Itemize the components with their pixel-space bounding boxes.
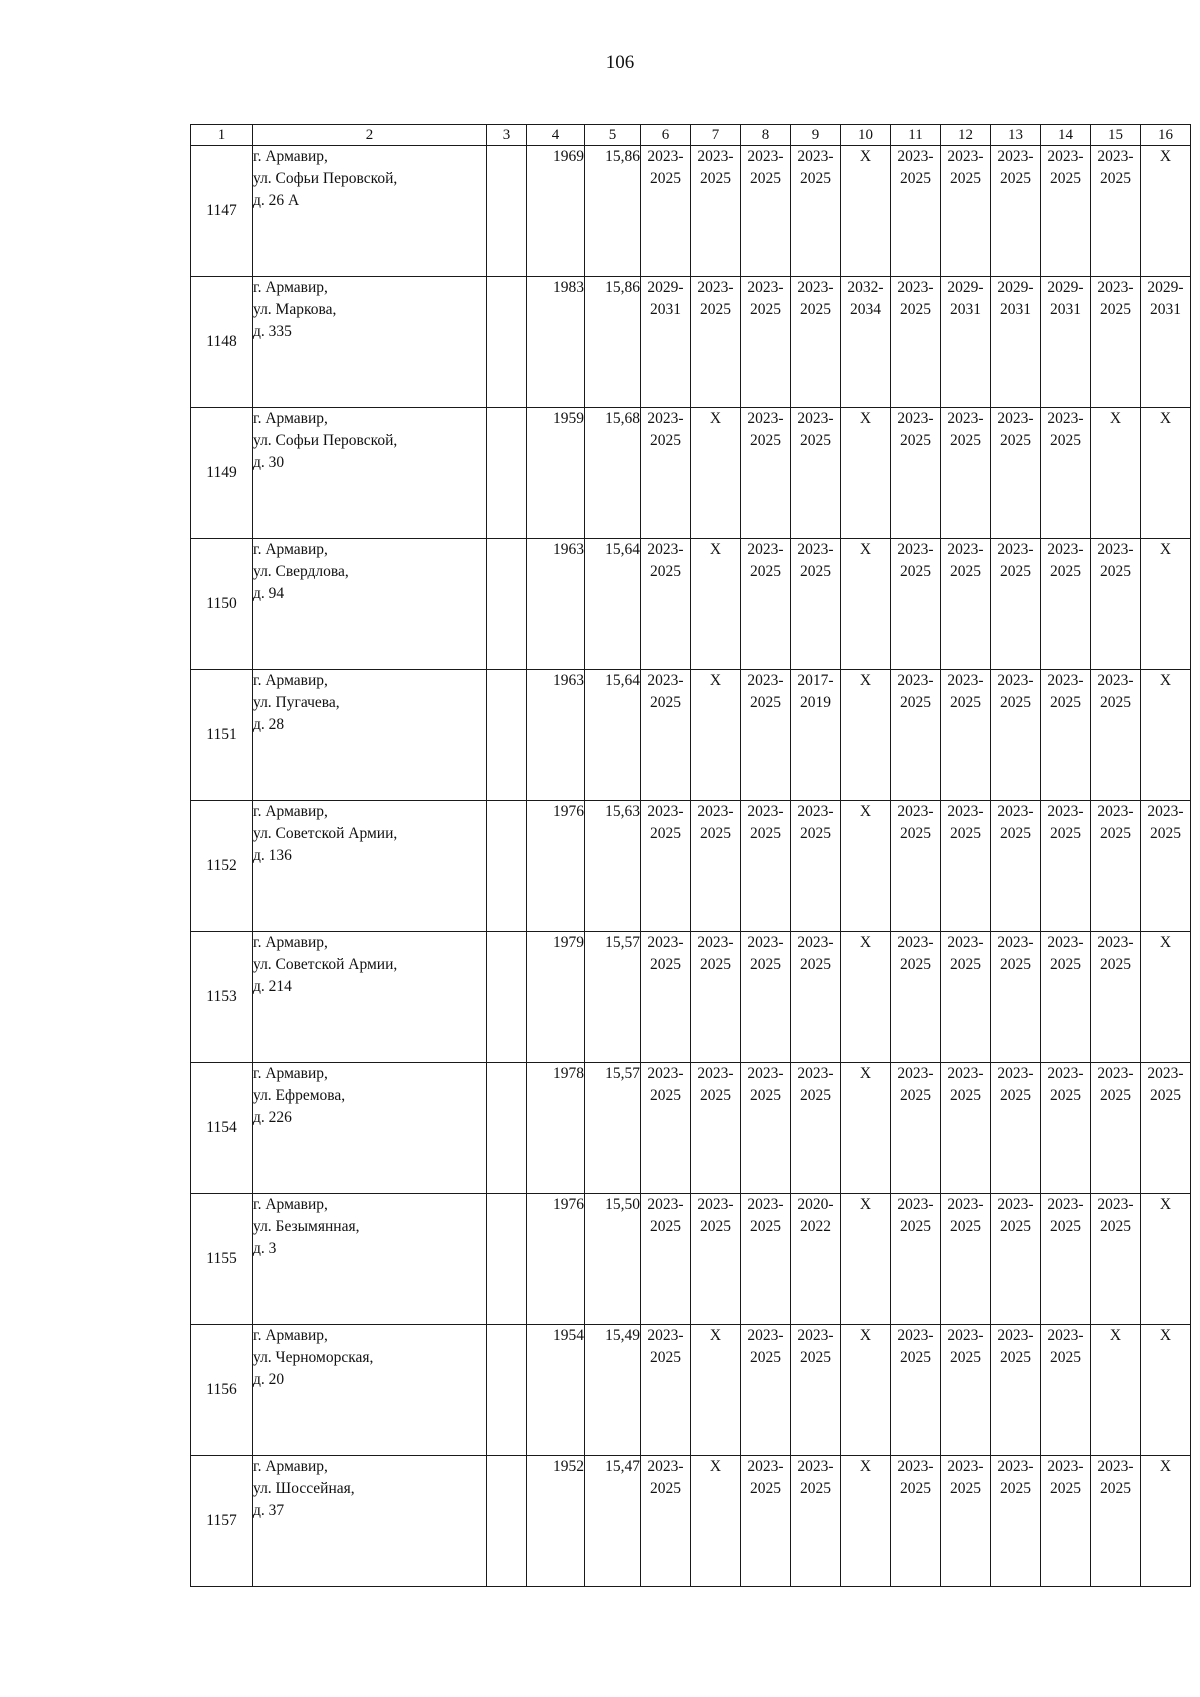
col13-cell: 2023- 2025 <box>991 1194 1041 1325</box>
col9-cell: 2023- 2025 <box>791 1325 841 1456</box>
col8-cell: 2023- 2025 <box>741 932 791 1063</box>
year-cell: 1954 <box>527 1325 585 1456</box>
col6-cell: 2023- 2025 <box>641 1456 691 1587</box>
address-cell: г. Армавир, ул. Маркова, д. 335 <box>253 277 487 408</box>
col7-cell: X <box>691 670 741 801</box>
column-header: 11 <box>891 125 941 146</box>
address-cell: г. Армавир, ул. Шоссейная, д. 37 <box>253 1456 487 1587</box>
col7-cell: 2023- 2025 <box>691 1194 741 1325</box>
col14-cell: 2023- 2025 <box>1041 1063 1091 1194</box>
col14-cell: 2029- 2031 <box>1041 277 1091 408</box>
address-cell: г. Армавир, ул. Пугачева, д. 28 <box>253 670 487 801</box>
address-cell: г. Армавир, ул. Софьи Перовской, д. 30 <box>253 408 487 539</box>
col16-cell: 2023- 2025 <box>1141 1063 1191 1194</box>
year-cell: 1976 <box>527 801 585 932</box>
col9-cell: 2023- 2025 <box>791 146 841 277</box>
col3-cell <box>487 408 527 539</box>
column-header: 15 <box>1091 125 1141 146</box>
col11-cell: 2023- 2025 <box>891 146 941 277</box>
col7-cell: 2023- 2025 <box>691 1063 741 1194</box>
row-number: 1150 <box>191 539 253 670</box>
col10-cell: X <box>841 1063 891 1194</box>
col14-cell: 2023- 2025 <box>1041 1456 1091 1587</box>
col5-cell: 15,68 <box>585 408 641 539</box>
col10-cell: X <box>841 539 891 670</box>
year-cell: 1959 <box>527 408 585 539</box>
col3-cell <box>487 277 527 408</box>
col9-cell: 2023- 2025 <box>791 801 841 932</box>
table-row <box>191 277 1191 408</box>
col14-cell: 2023- 2025 <box>1041 932 1091 1063</box>
col7-cell: 2023- 2025 <box>691 932 741 1063</box>
col8-cell: 2023- 2025 <box>741 1325 791 1456</box>
address-cell: г. Армавир, ул. Советской Армии, д. 136 <box>253 801 487 932</box>
col11-cell: 2023- 2025 <box>891 932 941 1063</box>
col14-cell: 2023- 2025 <box>1041 408 1091 539</box>
col15-cell: X <box>1091 408 1141 539</box>
column-header: 4 <box>527 125 585 146</box>
col9-cell: 2017- 2019 <box>791 670 841 801</box>
col10-cell: X <box>841 801 891 932</box>
col16-cell: X <box>1141 1194 1191 1325</box>
table-row <box>191 146 1191 277</box>
col12-cell: 2023- 2025 <box>941 670 991 801</box>
col9-cell: 2023- 2025 <box>791 1063 841 1194</box>
col12-cell: 2023- 2025 <box>941 1063 991 1194</box>
col3-cell <box>487 801 527 932</box>
col6-cell: 2023- 2025 <box>641 670 691 801</box>
housing-register-table <box>190 124 1191 1587</box>
table-row <box>191 1063 1191 1194</box>
col11-cell: 2023- 2025 <box>891 539 941 670</box>
col8-cell: 2023- 2025 <box>741 408 791 539</box>
col8-cell: 2023- 2025 <box>741 1063 791 1194</box>
row-number: 1152 <box>191 801 253 932</box>
col6-cell: 2023- 2025 <box>641 801 691 932</box>
col10-cell: 2032- 2034 <box>841 277 891 408</box>
col6-cell: 2023- 2025 <box>641 146 691 277</box>
col12-cell: 2023- 2025 <box>941 1456 991 1587</box>
col12-cell: 2023- 2025 <box>941 932 991 1063</box>
address-cell: г. Армавир, ул. Безымянная, д. 3 <box>253 1194 487 1325</box>
address-cell: г. Армавир, ул. Свердлова, д. 94 <box>253 539 487 670</box>
col13-cell: 2023- 2025 <box>991 1456 1041 1587</box>
col9-cell: 2023- 2025 <box>791 1456 841 1587</box>
col8-cell: 2023- 2025 <box>741 1456 791 1587</box>
col16-cell: X <box>1141 932 1191 1063</box>
col6-cell: 2023- 2025 <box>641 1194 691 1325</box>
table-row <box>191 932 1191 1063</box>
row-number: 1149 <box>191 408 253 539</box>
col6-cell: 2023- 2025 <box>641 932 691 1063</box>
col6-cell: 2023- 2025 <box>641 539 691 670</box>
col15-cell: 2023- 2025 <box>1091 1063 1141 1194</box>
col7-cell: 2023- 2025 <box>691 146 741 277</box>
col16-cell: X <box>1141 146 1191 277</box>
column-header: 1 <box>191 125 253 146</box>
address-cell: г. Армавир, ул. Ефремова, д. 226 <box>253 1063 487 1194</box>
col16-cell: X <box>1141 408 1191 539</box>
col9-cell: 2023- 2025 <box>791 539 841 670</box>
year-cell: 1983 <box>527 277 585 408</box>
col16-cell: X <box>1141 1456 1191 1587</box>
col3-cell <box>487 1325 527 1456</box>
col5-cell: 15,47 <box>585 1456 641 1587</box>
year-cell: 1976 <box>527 1194 585 1325</box>
col10-cell: X <box>841 670 891 801</box>
col7-cell: 2023- 2025 <box>691 277 741 408</box>
column-header: 13 <box>991 125 1041 146</box>
col8-cell: 2023- 2025 <box>741 539 791 670</box>
col10-cell: X <box>841 408 891 539</box>
col15-cell: 2023- 2025 <box>1091 1456 1141 1587</box>
row-number: 1156 <box>191 1325 253 1456</box>
column-number-row <box>191 125 1191 146</box>
col16-cell: X <box>1141 670 1191 801</box>
col13-cell: 2029- 2031 <box>991 277 1041 408</box>
col5-cell: 15,86 <box>585 277 641 408</box>
page-number: 106 <box>605 52 635 73</box>
col12-cell: 2023- 2025 <box>941 408 991 539</box>
col13-cell: 2023- 2025 <box>991 801 1041 932</box>
col13-cell: 2023- 2025 <box>991 1325 1041 1456</box>
table-row <box>191 408 1191 539</box>
col5-cell: 15,57 <box>585 1063 641 1194</box>
col10-cell: X <box>841 1325 891 1456</box>
col5-cell: 15,49 <box>585 1325 641 1456</box>
col3-cell <box>487 1063 527 1194</box>
col15-cell: 2023- 2025 <box>1091 277 1141 408</box>
col7-cell: X <box>691 1456 741 1587</box>
year-cell: 1969 <box>527 146 585 277</box>
col11-cell: 2023- 2025 <box>891 1325 941 1456</box>
col13-cell: 2023- 2025 <box>991 408 1041 539</box>
col15-cell: 2023- 2025 <box>1091 1194 1141 1325</box>
col11-cell: 2023- 2025 <box>891 670 941 801</box>
col14-cell: 2023- 2025 <box>1041 1194 1091 1325</box>
col13-cell: 2023- 2025 <box>991 670 1041 801</box>
row-number: 1148 <box>191 277 253 408</box>
year-cell: 1979 <box>527 932 585 1063</box>
year-cell: 1963 <box>527 670 585 801</box>
col5-cell: 15,86 <box>585 146 641 277</box>
col3-cell <box>487 670 527 801</box>
column-header: 8 <box>741 125 791 146</box>
register-body <box>191 146 1191 1587</box>
col7-cell: 2023- 2025 <box>691 801 741 932</box>
col15-cell: 2023- 2025 <box>1091 801 1141 932</box>
column-header: 12 <box>941 125 991 146</box>
col6-cell: 2029- 2031 <box>641 277 691 408</box>
col9-cell: 2023- 2025 <box>791 932 841 1063</box>
col7-cell: X <box>691 1325 741 1456</box>
col9-cell: 2023- 2025 <box>791 408 841 539</box>
col8-cell: 2023- 2025 <box>741 801 791 932</box>
col11-cell: 2023- 2025 <box>891 277 941 408</box>
col16-cell: X <box>1141 539 1191 670</box>
col5-cell: 15,63 <box>585 801 641 932</box>
col6-cell: 2023- 2025 <box>641 408 691 539</box>
col5-cell: 15,50 <box>585 1194 641 1325</box>
table-row <box>191 670 1191 801</box>
col16-cell: X <box>1141 1325 1191 1456</box>
col15-cell: 2023- 2025 <box>1091 146 1141 277</box>
column-header: 6 <box>641 125 691 146</box>
row-number: 1147 <box>191 146 253 277</box>
table-row <box>191 801 1191 932</box>
column-header: 9 <box>791 125 841 146</box>
col15-cell: X <box>1091 1325 1141 1456</box>
col12-cell: 2023- 2025 <box>941 1194 991 1325</box>
col16-cell: 2023- 2025 <box>1141 801 1191 932</box>
row-number: 1154 <box>191 1063 253 1194</box>
col10-cell: X <box>841 932 891 1063</box>
col13-cell: 2023- 2025 <box>991 932 1041 1063</box>
row-number: 1155 <box>191 1194 253 1325</box>
col12-cell: 2023- 2025 <box>941 1325 991 1456</box>
col6-cell: 2023- 2025 <box>641 1063 691 1194</box>
col15-cell: 2023- 2025 <box>1091 932 1141 1063</box>
row-number: 1151 <box>191 670 253 801</box>
col12-cell: 2023- 2025 <box>941 146 991 277</box>
col14-cell: 2023- 2025 <box>1041 539 1091 670</box>
year-cell: 1978 <box>527 1063 585 1194</box>
column-header: 16 <box>1141 125 1191 146</box>
column-header: 7 <box>691 125 741 146</box>
table-row <box>191 1456 1191 1587</box>
col5-cell: 15,64 <box>585 539 641 670</box>
col6-cell: 2023- 2025 <box>641 1325 691 1456</box>
col8-cell: 2023- 2025 <box>741 670 791 801</box>
col12-cell: 2023- 2025 <box>941 539 991 670</box>
col10-cell: X <box>841 1194 891 1325</box>
col14-cell: 2023- 2025 <box>1041 146 1091 277</box>
col8-cell: 2023- 2025 <box>741 1194 791 1325</box>
column-header: 10 <box>841 125 891 146</box>
col3-cell <box>487 1194 527 1325</box>
address-cell: г. Армавир, ул. Черноморская, д. 20 <box>253 1325 487 1456</box>
col3-cell <box>487 146 527 277</box>
col12-cell: 2029- 2031 <box>941 277 991 408</box>
column-header: 3 <box>487 125 527 146</box>
column-header: 14 <box>1041 125 1091 146</box>
col11-cell: 2023- 2025 <box>891 1194 941 1325</box>
table-row <box>191 1325 1191 1456</box>
col7-cell: X <box>691 539 741 670</box>
column-header: 5 <box>585 125 641 146</box>
address-cell: г. Армавир, ул. Софьи Перовской, д. 26 А <box>253 146 487 277</box>
year-cell: 1952 <box>527 1456 585 1587</box>
col3-cell <box>487 1456 527 1587</box>
col9-cell: 2023- 2025 <box>791 277 841 408</box>
col10-cell: X <box>841 146 891 277</box>
col10-cell: X <box>841 1456 891 1587</box>
col16-cell: 2029- 2031 <box>1141 277 1191 408</box>
col8-cell: 2023- 2025 <box>741 146 791 277</box>
col15-cell: 2023- 2025 <box>1091 670 1141 801</box>
col13-cell: 2023- 2025 <box>991 539 1041 670</box>
col5-cell: 15,57 <box>585 932 641 1063</box>
row-number: 1157 <box>191 1456 253 1587</box>
col3-cell <box>487 932 527 1063</box>
col9-cell: 2020- 2022 <box>791 1194 841 1325</box>
col11-cell: 2023- 2025 <box>891 1456 941 1587</box>
col11-cell: 2023- 2025 <box>891 408 941 539</box>
col14-cell: 2023- 2025 <box>1041 801 1091 932</box>
col15-cell: 2023- 2025 <box>1091 539 1141 670</box>
col3-cell <box>487 539 527 670</box>
column-header: 2 <box>253 125 487 146</box>
col13-cell: 2023- 2025 <box>991 146 1041 277</box>
col5-cell: 15,64 <box>585 670 641 801</box>
col12-cell: 2023- 2025 <box>941 801 991 932</box>
col13-cell: 2023- 2025 <box>991 1063 1041 1194</box>
year-cell: 1963 <box>527 539 585 670</box>
col11-cell: 2023- 2025 <box>891 1063 941 1194</box>
col11-cell: 2023- 2025 <box>891 801 941 932</box>
col7-cell: X <box>691 408 741 539</box>
address-cell: г. Армавир, ул. Советской Армии, д. 214 <box>253 932 487 1063</box>
col14-cell: 2023- 2025 <box>1041 1325 1091 1456</box>
col8-cell: 2023- 2025 <box>741 277 791 408</box>
table-row <box>191 1194 1191 1325</box>
row-number: 1153 <box>191 932 253 1063</box>
table-row <box>191 539 1191 670</box>
col14-cell: 2023- 2025 <box>1041 670 1091 801</box>
